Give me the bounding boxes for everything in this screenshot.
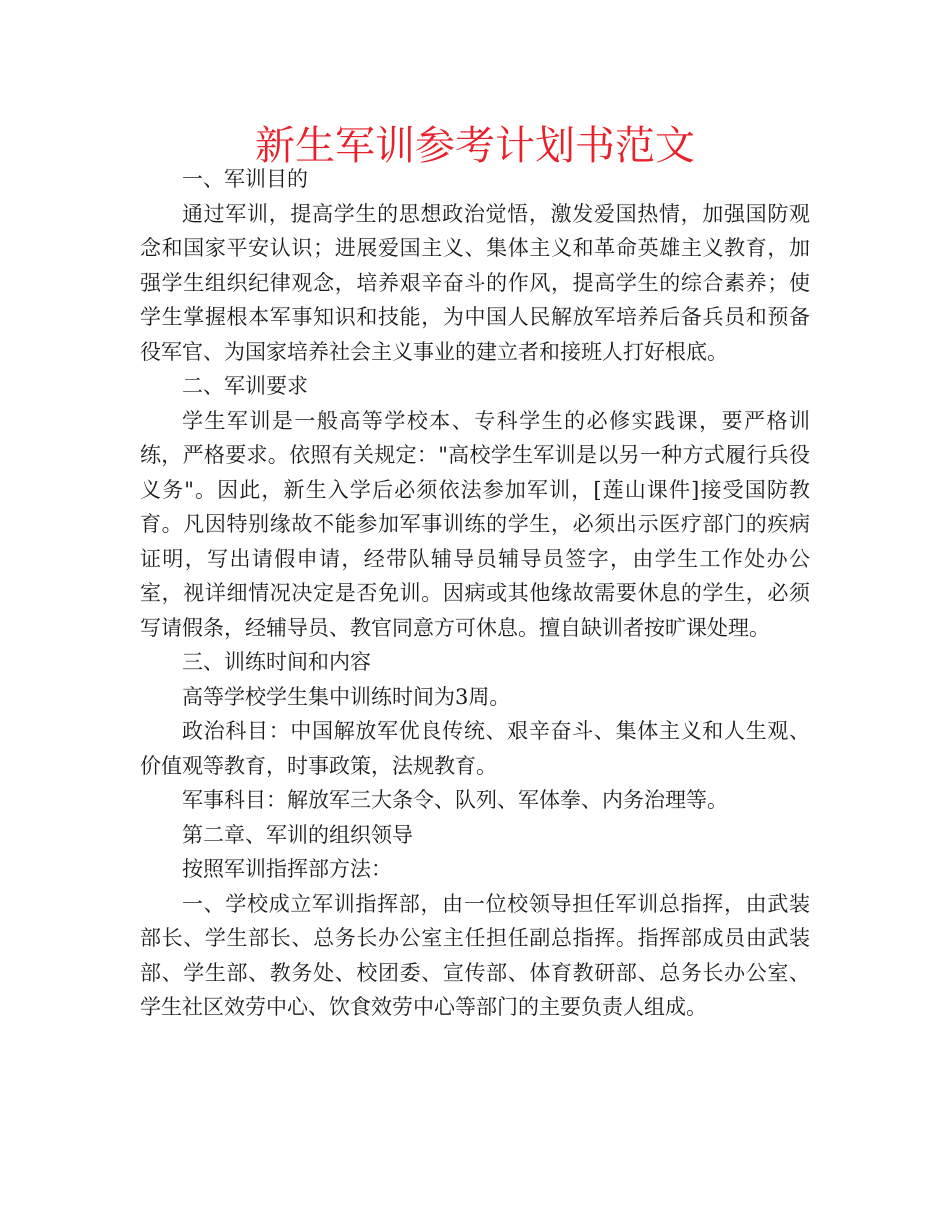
paragraph-duration: 高等学校学生集中训练时间为3周。 (182, 684, 511, 709)
paragraph-political-subjects: 政治科目：中国解放军优良传统、艰辛奋斗、集体主义和人生观、价值观等教育，时事政策，法规教育。 (140, 719, 810, 778)
chapter-heading-organization: 第二章、军训的组织领导 (182, 822, 413, 847)
paragraph-command-structure: 一、学校成立军训指挥部，由一位校领导担任军训总指挥，由武装部长、学生部长、总务长办公室主任担任副总指挥。指挥部成员由武装部、学生部、教务处、校团委、宣传部、体育教研部、总务长办公室、学生社区效劳中心、饮食效劳中心等部门的主要负责人组成。 (140, 891, 810, 1019)
paragraph-military-subjects: 军事科目：解放军三大条令、队列、军体拳、内务治理等。 (182, 788, 728, 812)
document-body (140, 162, 810, 1025)
section-heading-schedule: 三、训练时间和内容 (182, 650, 371, 674)
paragraph-purpose: 通过军训，提高学生的思想政治觉悟，激发爱国热情，加强国防观念和国家平安认识；进展爱国主义、集体主义和革命英雄主义教育，加强学生组织纪律观念，培养艰辛奋斗的作风，提高学生的综合素养；使学生掌握根本军事知识和技能，为中国人民解放军培养后备兵员和预备役军官、为国家培养社会主义事业的建立者和接班人打好根底。 (140, 201, 810, 364)
section-heading-purpose: 一、军训目的 (182, 167, 308, 191)
paragraph-requirements: 学生军训是一般高等学校本、专科学生的必修实践课，要严格训练，严格要求。依照有关规定："高校学生军训是以另一种方式履行兵役义务"。因此，新生入学后必须依法参加军训，[莲山课件]接受国防教育。凡因特别缘故不能参加军事训练的学生，必须出示医疗部门的疾病证明，写出请假申请，经带队辅导员辅导员签字，由学生工作处办公室，视详细情况决定是否免训。因病或其他缘故需要休息的学生，必须写请假条，经辅导员、教官同意方可休息。擅自缺训者按旷课处理。 (140, 408, 810, 640)
paragraph-command-method: 按照军训指挥部方法： (182, 857, 392, 881)
document-title: 新生军训参考计划书范文 (255, 123, 695, 169)
section-heading-requirements: 二、军训要求 (182, 374, 308, 398)
